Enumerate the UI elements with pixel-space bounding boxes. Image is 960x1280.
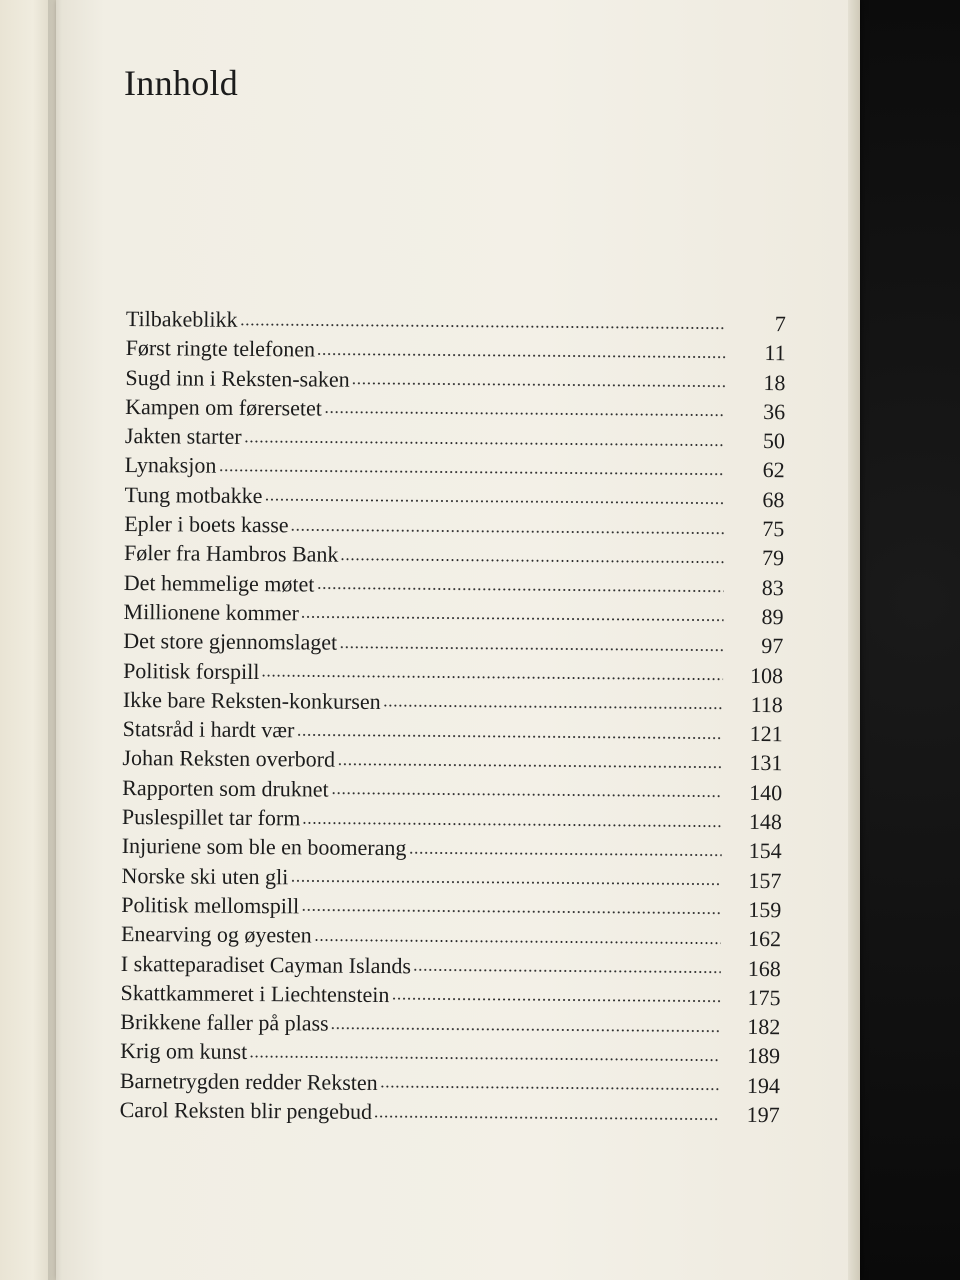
toc-entry-page-number: 197 — [746, 1101, 780, 1128]
toc-entry-page-number: 7 — [774, 311, 786, 337]
toc-entry-title: Ikke bare Reksten-konkursen — [122, 686, 381, 714]
toc-entry-title: Skattkammeret i Liechtenstein — [120, 979, 390, 1007]
dot-leader — [302, 819, 722, 833]
toc-entry-title: Jakten starter — [124, 423, 242, 450]
toc-entry-page-number: 83 — [761, 574, 784, 600]
dot-leader — [296, 732, 722, 746]
dot-leader — [239, 321, 725, 336]
toc-entry-page-number: 189 — [747, 1043, 781, 1069]
toc-entry-title: Krig om kunst — [120, 1038, 248, 1065]
dot-leader — [291, 526, 725, 540]
toc-entry-title: Injuriene som ble en boomerang — [121, 833, 407, 861]
dot-leader — [374, 1113, 720, 1127]
dot-leader — [413, 967, 721, 980]
toc-entry-page-number: 11 — [764, 340, 786, 366]
toc-entry-title: Norske ski uten gli — [121, 862, 289, 889]
dot-leader — [316, 585, 723, 599]
dot-leader — [290, 878, 721, 892]
dot-leader — [324, 409, 725, 423]
toc-entry-title: Føler fra Hambros Bank — [123, 540, 339, 568]
toc-entry-page-number: 162 — [747, 926, 782, 952]
toc-entry-page-number: 121 — [749, 721, 783, 747]
toc-entry-page-number: 175 — [747, 984, 781, 1010]
toc-entry-title: Først ringte telefonen — [125, 335, 316, 362]
dot-leader — [301, 907, 721, 921]
toc-entry-page-number: 18 — [763, 369, 786, 395]
toc-entry-page-number: 62 — [762, 457, 785, 483]
dot-leader — [218, 467, 724, 482]
toc-entry-page-number: 182 — [747, 1014, 781, 1040]
toc-entry-title: Enearving og øyesten — [120, 921, 312, 948]
toc-entry-title: Barnetrygden redder Reksten — [119, 1067, 378, 1095]
toc-entry-title: Kampen om førersetet — [125, 393, 322, 421]
dot-leader — [264, 497, 724, 512]
page-edge — [848, 0, 860, 1280]
dot-leader — [314, 937, 721, 951]
toc-entry-title: Carol Reksten blir pengebud — [119, 1096, 373, 1124]
dot-leader — [244, 438, 725, 453]
toc-entry-page-number: 154 — [748, 838, 782, 864]
toc-entry-title: Brikkene faller på plass — [120, 1009, 329, 1036]
toc-entry-page-number: 75 — [762, 516, 785, 542]
toc-entry-title: Det store gjennomslaget — [123, 628, 338, 655]
dot-leader — [383, 703, 723, 717]
toc-entry-title: Politisk forspill — [123, 657, 260, 684]
toc-entry-title: Puslespillet tar form — [121, 804, 301, 831]
dot-leader — [340, 556, 724, 570]
toc-entry — [125, 421, 785, 455]
dot-leader — [339, 644, 723, 658]
dot-leader — [331, 790, 723, 804]
dot-leader — [380, 1084, 720, 1098]
dot-leader — [261, 673, 723, 688]
toc-entry-page-number: 97 — [761, 633, 784, 659]
dot-leader — [391, 996, 720, 1010]
toc-entry-page-number: 194 — [746, 1072, 780, 1098]
dot-leader — [408, 850, 721, 863]
dot-leader — [249, 1053, 720, 1068]
toc-entry-page-number: 168 — [747, 955, 781, 981]
toc-entry-page-number: 36 — [763, 398, 786, 425]
toc-entry-title: Epler i boets kasse — [124, 511, 289, 538]
dot-leader — [301, 614, 724, 628]
dot-leader — [337, 761, 722, 775]
book-gutter-shadow — [48, 0, 62, 1280]
toc-entry-page-number: 131 — [749, 750, 783, 776]
toc-entry-title: I skatteparadiset Cayman Islands — [120, 950, 412, 978]
toc-entry-title: Lynaksjon — [124, 452, 217, 479]
table-of-contents — [120, 304, 786, 1129]
toc-entry — [120, 1095, 780, 1129]
toc-entry-page-number: 79 — [761, 545, 785, 571]
toc-entry-page-number: 68 — [762, 486, 785, 512]
toc-entry-page-number: 108 — [750, 662, 784, 688]
toc-entry-title: Sugd inn i Reksten-saken — [125, 364, 350, 392]
toc-entry-title: Tilbakeblikk — [125, 305, 238, 332]
toc-entry-title: Statsråd i hardt vær — [122, 716, 295, 743]
toc-entry-title: Det hemmelige møtet — [123, 569, 315, 597]
toc-entry-page-number: 148 — [748, 808, 783, 835]
toc-entry-page-number: 140 — [749, 779, 783, 805]
toc-entry-title: Johan Reksten overbord — [122, 745, 336, 773]
toc-entry-page-number: 157 — [748, 867, 782, 893]
dot-leader — [352, 380, 726, 394]
page-title: Innhold — [124, 63, 239, 103]
toc-entry-page-number: 89 — [761, 603, 784, 630]
dot-leader — [331, 1025, 721, 1039]
toc-entry-page-number: 118 — [750, 691, 783, 718]
toc-entry-title: Rapporten som druknet — [122, 774, 329, 802]
toc-entry-page-number: 159 — [748, 896, 782, 923]
toc-entry-title: Millionene kommer — [123, 598, 300, 626]
toc-entry-page-number: 50 — [762, 428, 786, 454]
toc-entry-title: Politisk mellomspill — [121, 891, 300, 919]
toc-entry-title: Tung motbakke — [124, 481, 263, 508]
dot-leader — [317, 351, 726, 365]
